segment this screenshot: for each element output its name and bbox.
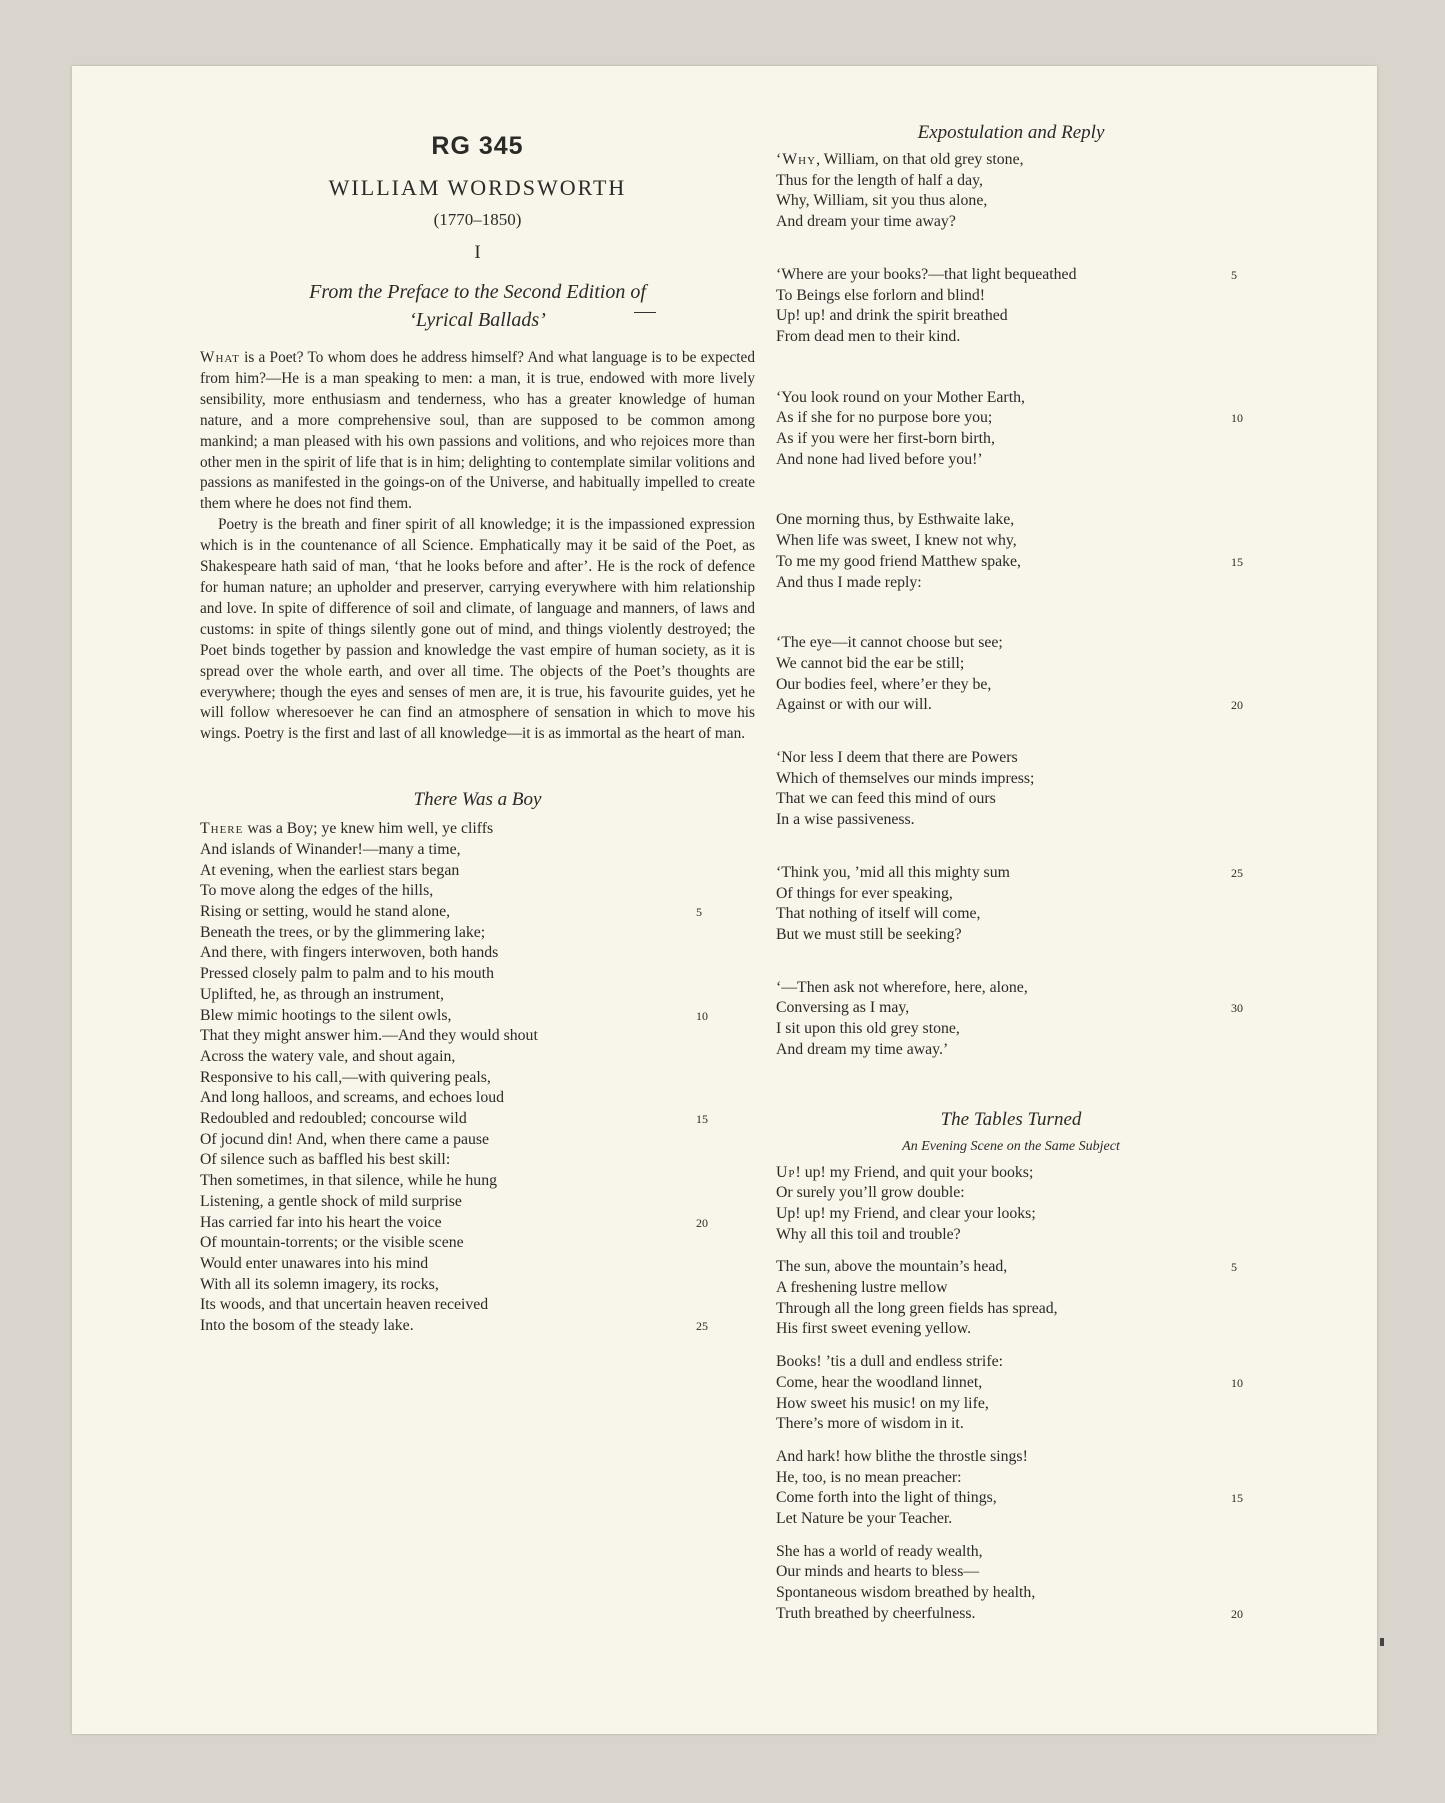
stanza: [776, 633, 1246, 716]
poem-line-text: Which of themselves our minds impress;: [776, 769, 1035, 787]
stanza: [776, 265, 1246, 348]
poem-line: [200, 1254, 755, 1275]
poem-line: [776, 286, 1246, 307]
poem-line-text: And hark! how blithe the throstle sings!: [776, 1447, 1028, 1465]
preface-title-line-2: ‘Lyrical Ballads’: [409, 309, 546, 331]
line-number: 5: [1231, 267, 1237, 282]
boy-poem-title: There Was a Boy: [413, 789, 542, 811]
preface-title: [200, 278, 755, 334]
poem-line-text: ‘Nor less I deem that there are Powers: [776, 749, 1018, 767]
preface-first-word: What: [200, 349, 240, 366]
boy-poem: [200, 819, 755, 1337]
poem-line: [776, 1562, 1246, 1583]
line-number: 25: [696, 1319, 708, 1334]
poem-line: [776, 1509, 1246, 1530]
poem-line-text: From dead men to their kind.: [776, 327, 961, 345]
stanza: [776, 510, 1246, 593]
poem-line: [200, 819, 755, 840]
tables-title: The Tables Turned: [940, 1108, 1082, 1130]
poem-line: [776, 150, 1246, 171]
poem-line-text: Into the bosom of the steady lake.: [200, 1317, 414, 1335]
poem-line: [776, 429, 1246, 450]
poem-line: [776, 1257, 1246, 1278]
line-number: 10: [1231, 411, 1243, 426]
poem-line-text: Redoubled and redoubled; concourse wild: [200, 1110, 467, 1128]
poem-line-text: Its woods, and that uncertain heaven received: [200, 1296, 489, 1314]
poem-line: [200, 1006, 755, 1027]
poem-line: [776, 1604, 1246, 1625]
poem-line-text: Spontaneous wisdom breathed by health,: [776, 1584, 1036, 1602]
poem-line-text: Through all the long green fields has spread,: [776, 1299, 1058, 1317]
poem-line: [200, 840, 755, 861]
poem-line: [776, 1204, 1246, 1225]
poem-line-text: And islands of Winander!—many a time,: [200, 840, 461, 858]
poem-line: [776, 695, 1246, 716]
poem-line: [200, 943, 755, 964]
preface-title-line-1: From the Preface to the Second Edition of: [309, 281, 646, 303]
poem-line-text: There’s more of wisdom in it.: [776, 1415, 964, 1433]
poem-line: [776, 675, 1246, 696]
poem-line: [200, 1295, 755, 1316]
poem-line: [200, 902, 755, 923]
document-code: RG 345: [431, 132, 524, 160]
poem-line: [200, 1109, 755, 1130]
poem-line: [776, 884, 1246, 905]
author-dates: (1770–1850): [433, 210, 522, 229]
poem-line: [776, 1414, 1246, 1435]
poem-line: [776, 191, 1246, 212]
poem-line: [776, 978, 1246, 999]
preface-paragraph-1-text: is a Poet? To whom does he address himself? And what language is to be expected from him?—He is a man speaking to men: a man, it is true, endowed with more lively sensibility, more enthusiasm and tenderness, who has a greater knowledge of human nature, and a more comprehensive soul, than are supposed to be common among mankind; a man pleased with his own passions and volitions, and who rejoices more than other men in the spirit of life that is in him; delighting to contemplate similar volitions and passions as manifested in the goings-on of the Universe, and habitually impelled to create them where he does not find them.: [200, 349, 755, 513]
poem-line-text: We cannot bid the ear be still;: [776, 654, 965, 672]
poem-line-text: Then sometimes, in that silence, while he hung: [200, 1172, 498, 1190]
tables-poem: [776, 1163, 1246, 1625]
poem-line-text: As if you were her first-born birth,: [776, 430, 995, 448]
line-number: 20: [1231, 698, 1243, 713]
poem-line: [776, 1319, 1246, 1340]
section-number: I: [474, 242, 481, 263]
poem-line-text: Has carried far into his heart the voice: [200, 1213, 442, 1231]
poem-line: [200, 1047, 755, 1068]
poem-line-text: Let Nature be your Teacher.: [776, 1510, 953, 1528]
poem-line: [200, 1275, 755, 1296]
poem-line-text: Against or with our will.: [776, 696, 932, 714]
poem-line-text: Listening, a gentle shock of mild surprise: [200, 1192, 462, 1210]
poem-line: [200, 861, 755, 882]
poem-line: [200, 1130, 755, 1151]
margin-pen-mark: [634, 312, 656, 313]
stanza: [776, 1257, 1246, 1340]
tables-subtitle: An Evening Scene on the Same Subject: [902, 1138, 1120, 1154]
poem-line-text: was a Boy; ye knew him well, ye cliffs: [243, 820, 494, 838]
poem-line-text: When life was sweet, I knew not why,: [776, 532, 1017, 550]
poem-line: [200, 1026, 755, 1047]
poem-line: [776, 925, 1246, 946]
poem-line: [200, 923, 755, 944]
poem-line: [200, 1213, 755, 1234]
poem-line-text: At evening, when the earliest stars began: [200, 861, 460, 879]
poem-line-text: One morning thus, by Esthwaite lake,: [776, 511, 1015, 529]
line-number: 30: [1231, 1001, 1243, 1016]
poem-line: [776, 1373, 1246, 1394]
poem-line: [776, 904, 1246, 925]
poem-line-text: A freshening lustre mellow: [776, 1279, 948, 1297]
poem-line: [776, 998, 1246, 1019]
poem-line: [776, 510, 1246, 531]
right-column: [776, 66, 1246, 1625]
poem-line-text: Of silence such as baffled his best skill:: [200, 1151, 451, 1169]
line-number: 15: [696, 1112, 708, 1127]
line-number: 10: [1231, 1375, 1243, 1390]
printed-page: [72, 66, 1377, 1734]
poem-line-text: ‘The eye—it cannot choose but see;: [776, 634, 1003, 652]
poem-line-text: Or surely you’ll grow double:: [776, 1184, 965, 1202]
poem-line: [776, 1447, 1246, 1468]
poem-line: [200, 1150, 755, 1171]
poem-line-text: How sweet his music! on my life,: [776, 1394, 989, 1412]
poem-line: [776, 265, 1246, 286]
poem-line: [776, 388, 1246, 409]
poem-line: [776, 1542, 1246, 1563]
stanza: [776, 1542, 1246, 1625]
line-number: 10: [696, 1008, 708, 1023]
poem-line: [776, 306, 1246, 327]
stanza: [776, 1352, 1246, 1435]
poem-line-text: Blew mimic hootings to the silent owls,: [200, 1006, 452, 1024]
poem-line: [776, 327, 1246, 348]
poem-line: [776, 1163, 1246, 1184]
poem-line: [776, 1019, 1246, 1040]
poem-line-text: Of things for ever speaking,: [776, 884, 953, 902]
poem-line: [776, 1299, 1246, 1320]
poem-line: [200, 1233, 755, 1254]
author-name: WILLIAM WORDSWORTH: [328, 175, 627, 200]
poem-line: [776, 212, 1246, 233]
poem-line-text: Of jocund din! And, when there came a pause: [200, 1130, 490, 1148]
poem-line-text: And thus I made reply:: [776, 573, 922, 591]
line-number: 5: [696, 905, 702, 920]
stanza: [776, 150, 1246, 233]
poem-first-word: Up: [776, 1163, 796, 1181]
poem-line-text: Up! up! and drink the spirit breathed: [776, 307, 1008, 325]
poem-line: [776, 1040, 1246, 1061]
stanza: [776, 1163, 1246, 1246]
edge-mark: [1380, 1638, 1384, 1646]
poem-line-text: Across the watery vale, and shout again,: [200, 1047, 456, 1065]
poem-line: [776, 573, 1246, 594]
poem-line: [776, 408, 1246, 429]
poem-line-text: Uplifted, he, as through an instrument,: [200, 985, 444, 1003]
poem-line-text: , William, on that old grey stone,: [816, 151, 1024, 168]
poem-line: [776, 450, 1246, 471]
poem-line-text: To move along the edges of the hills,: [200, 882, 434, 900]
line-number: 15: [1231, 554, 1243, 569]
poem-line: [200, 985, 755, 1006]
poem-line-text: ! up! my Friend, and quit your books;: [795, 1163, 1034, 1181]
poem-line: [776, 633, 1246, 654]
line-number: 20: [696, 1215, 708, 1230]
poem-line: [200, 964, 755, 985]
line-number: 15: [1231, 1491, 1243, 1506]
expostulation-title: Expostulation and Reply: [917, 122, 1105, 143]
poem-line: [776, 863, 1246, 884]
left-column: [200, 66, 755, 1337]
poem-line: [776, 1183, 1246, 1204]
poem-line: [776, 1352, 1246, 1373]
poem-line-text: His first sweet evening yellow.: [776, 1320, 972, 1338]
poem-line: [776, 769, 1246, 790]
poem-line: [776, 1394, 1246, 1415]
stanza: [776, 748, 1246, 831]
poem-line: [200, 1068, 755, 1089]
expostulation-poem: [776, 150, 1246, 1061]
poem-line: [200, 1192, 755, 1213]
poem-line-text: Our bodies feel, where’er they be,: [776, 675, 992, 693]
stanza: [776, 863, 1246, 946]
preface-paragraph-1: [200, 348, 755, 515]
poem-line: [776, 1225, 1246, 1246]
poem-line-text: Conversing as I may,: [776, 999, 910, 1017]
poem-line: [200, 1171, 755, 1192]
poem-first-word: ‘Why: [776, 151, 817, 168]
poem-line-text: Our minds and hearts to bless—: [776, 1563, 980, 1581]
poem-line-text: And long halloos, and screams, and echoes loud: [200, 1089, 505, 1107]
poem-line-text: He, too, is no mean preacher:: [776, 1468, 962, 1486]
stanza: [776, 1447, 1246, 1530]
stanza: [776, 978, 1246, 1061]
poem-line-text: ‘You look round on your Mother Earth,: [776, 388, 1025, 406]
poem-line: [776, 810, 1246, 831]
poem-line-text: Pressed closely palm to palm and to his mouth: [200, 965, 494, 983]
poem-line-text: Rising or setting, would he stand alone,: [200, 903, 451, 921]
poem-line-text: As if she for no purpose bore you;: [776, 409, 993, 427]
poem-line-text: Of mountain-torrents; or the visible scene: [200, 1234, 464, 1252]
poem-line-text: ‘Where are your books?—that light bequeathed: [776, 265, 1077, 283]
poem-line: [776, 789, 1246, 810]
poem-line-text: That nothing of itself will come,: [776, 905, 981, 923]
poem-line-text: Responsive to his call,—with quivering peals,: [200, 1068, 491, 1086]
poem-line-text: I sit upon this old grey stone,: [776, 1020, 960, 1038]
poem-line: [776, 552, 1246, 573]
line-number: 5: [1231, 1260, 1237, 1275]
poem-line-text: That they might answer him.—And they would shout: [200, 1027, 538, 1045]
line-number: 20: [1231, 1606, 1243, 1621]
poem-line-text: And none had lived before you!’: [776, 450, 983, 468]
poem-line-text: Why, William, sit you thus alone,: [776, 192, 988, 210]
poem-line-text: Books! ’tis a dull and endless strife:: [776, 1353, 1003, 1371]
poem-line-text: ‘Think you, ’mid all this mighty sum: [776, 863, 1010, 881]
preface-paragraph-2: Poetry is the breath and finer spirit of all knowledge; it is the impassioned expression which is in the countenance of all Science. Emphatically may it be said of the Poet, as Shakespeare hath said of man, ‘that he looks before and after’. He is the rock of defence for human nature; an upholder and preserver, carrying everywhere with him relationship and love. In spite of difference of soil and climate, of language and manners, of laws and customs: in spite of things silently gone out of mind, and things violently destroyed; the Poet binds together by passion and knowledge the vast empire of human society, as it is spread over the whole earth, and over all time. The objects of the Poet’s thoughts are everywhere; though the eyes and senses of men are, it is true, his favourite guides, yet he will follow wheresoever he can find an atmosphere of sensation in which to move his wings. Poetry is the first and last of all knowledge—it is as immortal as the heart of man.: [200, 516, 755, 743]
poem-line: [776, 531, 1246, 552]
poem-line-text: But we must still be seeking?: [776, 925, 962, 943]
line-number: 25: [1231, 865, 1243, 880]
poem-line-text: The sun, above the mountain’s head,: [776, 1258, 1008, 1276]
poem-line: [776, 171, 1246, 192]
poem-line-text: She has a world of ready wealth,: [776, 1542, 983, 1560]
poem-line: [776, 1278, 1246, 1299]
poem-line: [776, 748, 1246, 769]
poem-line-text: That we can feed this mind of ours: [776, 790, 996, 808]
poem-line: [776, 1468, 1246, 1489]
poem-line-text: And dream my time away.’: [776, 1040, 949, 1058]
poem-line: [776, 1488, 1246, 1509]
poem-line-text: Up! up! my Friend, and clear your looks;: [776, 1204, 1036, 1222]
poem-first-word: There: [200, 820, 244, 838]
poem-line-text: And dream your time away?: [776, 213, 956, 231]
poem-line-text: Come forth into the light of things,: [776, 1489, 997, 1507]
poem-line-text: And there, with fingers interwoven, both hands: [200, 944, 499, 962]
poem-line-text: With all its solemn imagery, its rocks,: [200, 1275, 439, 1293]
poem-line-text: Thus for the length of half a day,: [776, 171, 983, 189]
poem-line-text: Beneath the trees, or by the glimmering lake;: [200, 923, 486, 941]
poem-line-text: To me my good friend Matthew spake,: [776, 552, 1022, 570]
poem-line-text: Come, hear the woodland linnet,: [776, 1373, 983, 1391]
poem-line: [776, 654, 1246, 675]
poem-line: [200, 881, 755, 902]
poem-line-text: Would enter unawares into his mind: [200, 1254, 429, 1272]
poem-line-text: In a wise passiveness.: [776, 811, 915, 829]
poem-line: [200, 1316, 755, 1337]
poem-line-text: ‘—Then ask not wherefore, here, alone,: [776, 978, 1028, 996]
poem-line: [776, 1583, 1246, 1604]
poem-line-text: Why all this toil and trouble?: [776, 1225, 961, 1243]
poem-line-text: Truth breathed by cheerfulness.: [776, 1604, 976, 1622]
stanza: [776, 388, 1246, 471]
poem-line: [200, 1088, 755, 1109]
poem-line-text: To Beings else forlorn and blind!: [776, 286, 986, 304]
preface-text: [200, 348, 755, 745]
